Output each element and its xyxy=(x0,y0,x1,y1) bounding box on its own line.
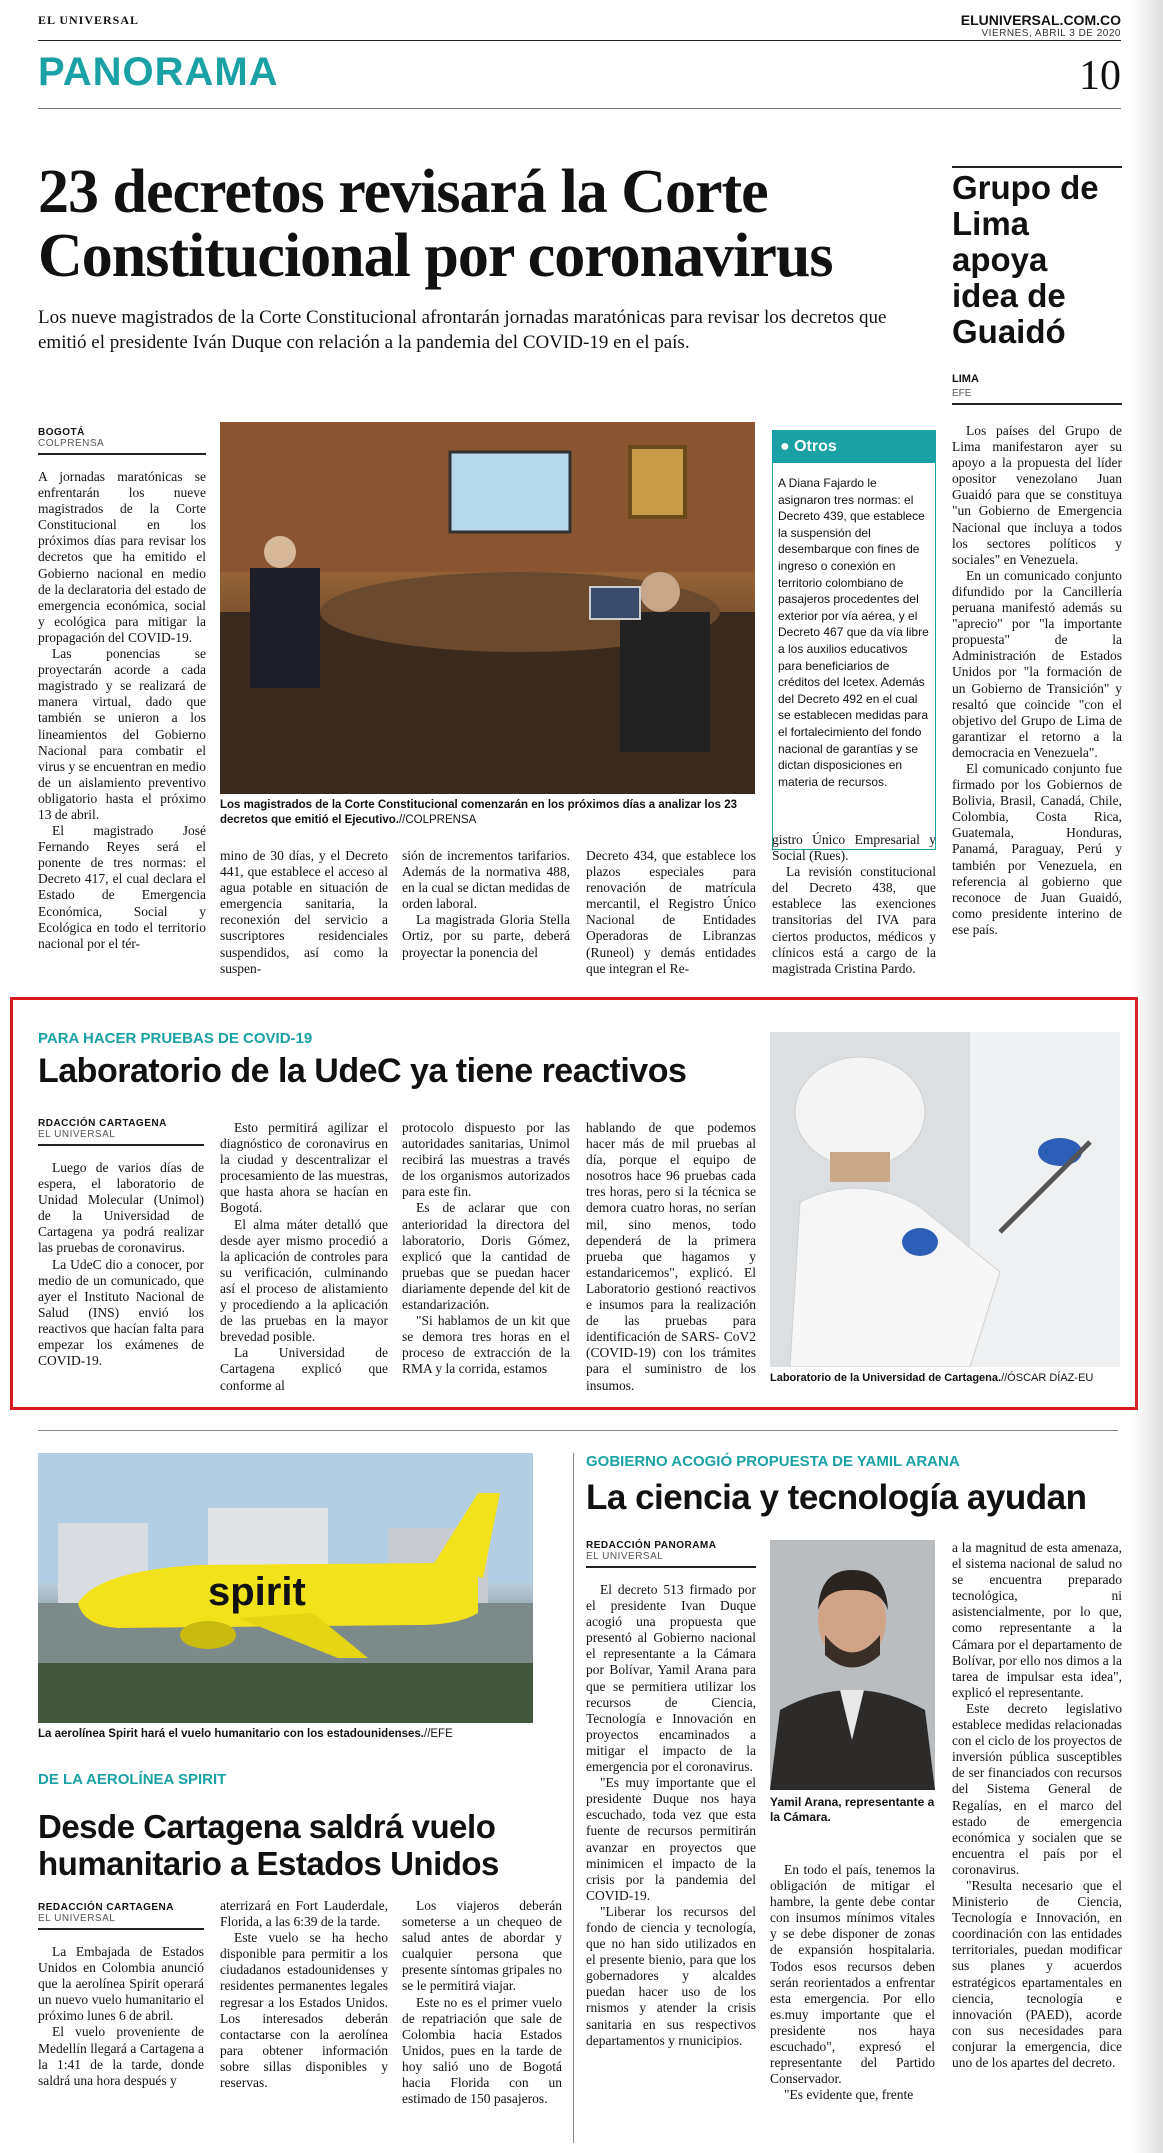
paragraph: El comunicado conjunto fue firmado por los Gobiernos de Bolivia, Brasil, Canadá, Chile, Colombia, Costa Rica, Guatemala, Honduras, Panamá, Paraguay, Perú y también por Venezuela, en referencia al gobierno que reconoce de Juan Guaidó, como presidente interino de ese país. xyxy=(952,760,1122,937)
lima-headline: Grupo de Lima apoya idea de Guaidó xyxy=(952,169,1099,350)
lead-headline: 23 decretos revisará la Corte Constitucional por coronavirus xyxy=(38,158,833,290)
page-number: 10 xyxy=(1079,53,1121,99)
udec-column-2 xyxy=(220,1120,388,1394)
paragraph: En un comunicado conjunto difundido por la Cancillería peruana manifestó además su "aprecio" por "la importante propuesta" de la Administración de Estados Unidos por "la formación de un Gobierno de Transición" y resaltó que coincide "con el objetivo del Grupo de Lima de garantizar el retorno a la democracia en Venezuela". xyxy=(952,567,1122,760)
court-session-photo xyxy=(220,422,755,794)
photo-credit: //COLPRENSA xyxy=(398,814,477,826)
issue-date: VIERNES, ABRIL 3 DE 2020 xyxy=(981,28,1121,39)
paragraph: La Embajada de Estados Unidos en Colombia anunció que la aerolínea Spirit operará un nuevo vuelo humanitario el próximo lunes 6 de abril. xyxy=(38,1944,204,2024)
byline-agency: EL UNIVERSAL xyxy=(586,1551,756,1568)
paragraph: sión de incrementos tarifarios. Además de la normativa 488, en la cual se dictan medidas de orden laboral. xyxy=(402,848,570,912)
spirit-headline: Desde Cartagena saldrá vuelo humanitario a Estados Unidos xyxy=(38,1808,499,1882)
paragraph: En todo el país, tenemos la obligación de mitigar el hambre, la gente debe contar con insumos mínimos vitales y se debe disponer de zonas de expansión hospitalaria. Todos esos recursos deben serán reorientados a enfrentar esta emergencia. Por ello es.muy importante que el presidente nos haya escuchado", expresó el representante del Partido Conservador. xyxy=(770,1862,935,2087)
lead-column-1 xyxy=(38,469,206,952)
paragraph: Las ponencias se proyectarán acorde a cada magistrado y se realizará de manera virtual, dado que también se unieron a los lineamientos del Gobierno Nacional para combatir el virus y se encuentran en medio de un aislamiento preventivo obligatorio hasta el próximo 13 de abril. xyxy=(38,646,206,822)
spirit-column-1 xyxy=(38,1944,204,2089)
paragraph: Este vuelo se ha hecho disponible para permitir a los ciudadanos estadounidenses y residentes permanentes legales regresar a los Estados Unidos. Los interesados deberán contactarse con la aerolínea para obtener información sobre sillas disponibles y reservas. xyxy=(220,1930,388,2091)
paragraph: Luego de varios días de espera, el laboratorio de Unidad Molecular (Unimol) de la Universidad de Cartagena ya podrá realizar las pruebas de coronavirus. xyxy=(38,1160,204,1256)
byline-place: REDACCIÓN PANORAMA xyxy=(586,1540,717,1551)
byline-place: BOGOTÁ xyxy=(38,427,85,438)
paragraph: La Universidad de Cartagena explicó que conforme al xyxy=(220,1345,388,1393)
spirit-airplane-photo xyxy=(38,1453,533,1723)
paragraph: Los países del Grupo de Lima manifestaron ayer su apoyo a la propuesta del líder opositor venezolano Juan Guaidó para que se constituya "un Gobierno de Emergencia Nacional que incluya a todos los sectores políticos y sociales" en Venezuela. xyxy=(952,423,1122,567)
page-edge-shadow xyxy=(1133,0,1163,2153)
udec-byline xyxy=(38,1118,204,1369)
spirit-byline xyxy=(38,1902,204,2089)
masthead-rule-top xyxy=(38,40,1121,41)
lima-byline-agency: EFE xyxy=(952,388,1122,405)
section-title: PANORAMA xyxy=(38,50,279,94)
ciencia-headline: La ciencia y tecnología ayudan xyxy=(586,1478,1087,1517)
plane-livery-text: spirit xyxy=(208,1570,306,1614)
paragraph: Este decreto legislativo establece medidas relacionadas con el ciclo de los proyectos de inversión pública susceptibles de ser financiados con recursos del Sistema General de Regalías, en el marco del estado de emergencia económica y socialen que se encuentra el país por el coronavirus. xyxy=(952,1700,1122,1877)
spirit-column-2 xyxy=(220,1898,388,2091)
paragraph: "Resulta necesario que el Ministerio de Ciencia, Tecnología e Innovación, en coordinación con las entidades territoriales, puedan modificar sus planes y acuerdos estratégicos epartamentales en ciencia, tecnología e innovación (PAED), acorde con sus necesidades para conjurar la emergencia, dice uno de los apartes del decreto. xyxy=(952,1877,1122,2070)
ciencia-photo-caption: Yamil Arana, representante a la Cámara. xyxy=(770,1795,935,1824)
ciencia-column-1 xyxy=(586,1582,756,2049)
paragraph: gistro Único Empresarial y Social (Rues). xyxy=(772,832,936,864)
paragraph: "Si hablamos de un kit que se demora tres horas en el proceso de extracción de la RMA y la corrida, estamos xyxy=(402,1313,570,1377)
paragraph: "Es muy importante que el presidente Duque nos haya escuchado, toda vez que esta fuente de recursos permitirán avanzar en proyectos que minimicen el impacto de la crisis por la pandemia del COVID-19. xyxy=(586,1775,756,1903)
paragraph: A jornadas maratónicas se enfrentarán los nueve magistrados de la Corte Constitucional en los próximos días para revisar los decretos que ha emitido el Gobierno nacional en medio de la declaratoria del estado de emergencia económica, social y ecológica para mitigar la propagación del COVID-19. xyxy=(38,469,206,645)
paragraph: Los viajeros deberán someterse a un chequeo de salud antes de abordar y cualquier persona que presente síntomas gripales no se le permitirá viajar. xyxy=(402,1898,562,1994)
paragraph: El alma máter detalló que desde ayer mismo procedió a la aplicación de controles para su verificación, culminando así el proceso de alistamiento y procediendo a la aplicación de las pruebas en la mayor brevedad posible. xyxy=(220,1216,388,1345)
paragraph: hablando de que podemos hacer más de mil pruebas al día, porque el equipo de nosotros hace 96 pruebas cada tres horas, pero si la técnica se demora cuatro horas, no serían mil, sino menos, todo dependerá de la primera prueba que hagamos y estandaricemos", explicó. El Laboratorio gestionó reactivos e insumos para la realización de las pruebas para identificación de SARS- CoV2 (COVID-19) con los trámites para el suministro de los insumos. xyxy=(586,1120,756,1393)
lab-photo xyxy=(770,1032,1120,1367)
udec-column-1 xyxy=(38,1160,204,1369)
masthead-rule xyxy=(38,108,1121,109)
column-divider xyxy=(573,1453,574,2143)
paragraph: El decreto 513 firmado por el presidente Ivan Duque acogió una propuesta que presentó al Gobierno nacional el representante a la Cámara por Bolívar, Yamil Arana para que se permitiera utilizar los recursos de Ciencia, Tecnología e Innovación en proyectos encaminados a mitigar el impacto de la emergencia por el coronavirus. xyxy=(586,1582,756,1775)
caption-text: La aerolínea Spirit hará el vuelo humanitario con los estadounidenses. xyxy=(38,1728,424,1740)
paragraph: protocolo dispuesto por las autoridades sanitarias, Unimol recibirá las muestras a través de los organismos autorizados para este fin. xyxy=(402,1120,570,1200)
spirit-column-3 xyxy=(402,1898,562,2107)
byline-agency: EL UNIVERSAL xyxy=(38,1129,204,1146)
photo-credit: //ÓSCAR DÍAZ-EU xyxy=(1001,1372,1094,1384)
spirit-kicker: DE LA AEROLÍNEA SPIRIT xyxy=(38,1771,227,1788)
lead-byline xyxy=(38,427,206,952)
lead-column-4 xyxy=(586,848,756,977)
paragraph: aterrizará en Fort Lauderdale, Florida, a las 6:39 de la tarde. xyxy=(220,1898,388,1930)
paragraph: "Es evidente que, frente xyxy=(784,2087,914,2103)
photo-credit: //EFE xyxy=(424,1728,453,1740)
lead-column-5 xyxy=(772,832,936,977)
udec-column-3 xyxy=(402,1120,570,1378)
lead-column-2 xyxy=(220,848,388,977)
yamil-arana-portrait xyxy=(770,1540,935,1790)
paragraph: La revisión constitucional del Decreto 438, que establece las exenciones transitorias del IVA para ciertos productos, médicos y clínicos está a cargo de la magistrada Cristina Pardo. xyxy=(772,864,936,976)
lead-deck: Los nueve magistrados de la Corte Constitucional afrontarán jornadas maratónicas para revisar los decretos que emitió el presidente Iván Duque con relación a la pandemia del COVID-19 en el país. xyxy=(38,307,887,353)
paragraph: Decreto 434, que establece los plazos especiales para renovación de matrícula mercantil, el Registro Único Nacional de Entidades Operadoras de Libranzas (Runeol) y demás entidades que integran el Re- xyxy=(586,848,756,976)
ciencia-column-3 xyxy=(952,1540,1122,2071)
sidebar-title-text: Otros xyxy=(794,438,837,455)
paragraph: El magistrado José Fernando Reyes será el ponente de tres normas: el Decreto 417, el cual declara el Estado de Emergencia Económica, Social y Ecológica en todo el territorio nacional por el tér- xyxy=(38,823,206,951)
paragraph: a la magnitud de esta amenaza, el sistema nacional de salud no se encuentra preparado tecnológica, ni asistencialmente, por lo que, como representante a la Cámara por el departamento de Bolívar, por ello nos dimos a la tarea de impulsar esta idea", explicó el representante. xyxy=(952,1540,1122,1700)
site-url: ELUNIVERSAL.COM.CO xyxy=(960,12,1121,28)
byline-place: RDACCIÓN CARTAGENA xyxy=(38,1118,167,1129)
udec-headline: Laboratorio de la UdeC ya tiene reactivos xyxy=(38,1052,687,1090)
paragraph: "Liberar los recursos del fondo de ciencia y tecnología, que no han sido utilizados en el presente bienio, para que los gobernadores y alcaldes puedan hacer uso de los rnismos y atender la crisis sanitaria en sus respectivos departamentos y rnunicipios. xyxy=(586,1903,756,2048)
paragraph: La magistrada Gloria Stella Ortiz, por su parte, deberá proyectar la ponencia del xyxy=(402,912,570,960)
udec-kicker: PARA HACER PRUEBAS DE COVID-19 xyxy=(38,1030,313,1047)
paragraph: mino de 30 días, y el Decreto 441, que establece el acceso al agua potable en situación de emergencia sanitaria, la reconexión del servicio a suscriptores residenciales suspendidos, así como la suspen- xyxy=(220,848,388,976)
ciencia-column-2 xyxy=(770,1862,935,2103)
byline-place: REDACCIÓN CARTAGENA xyxy=(38,1902,174,1913)
lead-column-3 xyxy=(402,848,570,961)
paragraph: El vuelo proveniente de Medellín llegará a Cartagena a la 1:41 de la tarde, donde saldrá una hora después y xyxy=(38,2024,204,2088)
ciencia-byline xyxy=(586,1540,756,2049)
udec-column-4 xyxy=(586,1120,756,1394)
paragraph: Esto permitirá agilizar el diagnóstico de coronavirus en la ciudad y descentralizar el procesamiento de las muestras, que hasta ahora se hacían en Bogotá. xyxy=(220,1120,388,1216)
newspaper-logo: EL UNIVERSAL xyxy=(38,13,140,27)
paragraph: Este no es el primer vuelo de repatriación que sale de Colombia hacia Estados Unidos, pues en la tarde de hoy salió uno de Bogotá hacia Florida con un estimado de 150 pasajeros. xyxy=(402,1994,562,2107)
ciencia-kicker: GOBIERNO ACOGIÓ PROPUESTA DE YAMIL ARANA xyxy=(586,1453,960,1470)
paragraph: La UdeC dio a conocer, por medio de un comunicado, que ayer el Instituto Nacional de Salud (INS) envió los reactivos que hacían falta para empezar los exámenes de COVID-19. xyxy=(38,1256,204,1369)
caption-text: Los magistrados de la Corte Constitucional comenzarán en los próximos días a analizar los 23 decretos que emitió el Ejecutivo. xyxy=(220,799,738,826)
lead-photo-caption xyxy=(220,798,755,828)
lima-byline-place: LIMA xyxy=(952,373,979,385)
sidebar-text: A Diana Fajardo le asignaron tres normas: el Decreto 439, que establece la suspensión del desembarque con fines de ingreso o conexión en territorio colombiano de pasajeros procedentes del exterior por vía aérea, y el Decreto 467 que da vía libre a los auxilios educativos para beneficiarios de créditos del Icetex. Además del Decreto 492 en el cual se establecen medidas para el fortalecimiento del fondo nacional de garantías y se dictan disposiciones en materia de recursos. xyxy=(778,476,929,789)
sidebar-title: ● Otros xyxy=(772,430,936,463)
udec-photo-caption xyxy=(770,1372,1120,1384)
lima-rule xyxy=(952,166,1122,168)
story-divider xyxy=(38,1430,1118,1431)
paragraph: Es de aclarar que con anterioridad la directora del laboratorio, Doris Gómez, explicó que la cantidad de pruebas que se puedan hacer diariamente depende del kit de estandarización. xyxy=(402,1200,570,1313)
lima-body xyxy=(952,423,1122,938)
byline-agency: COLPRENSA xyxy=(38,438,206,455)
spirit-photo-caption xyxy=(38,1728,533,1740)
byline-agency: EL UNIVERSAL xyxy=(38,1913,204,1930)
caption-text: Laboratorio de la Universidad de Cartagena. xyxy=(770,1372,1002,1384)
